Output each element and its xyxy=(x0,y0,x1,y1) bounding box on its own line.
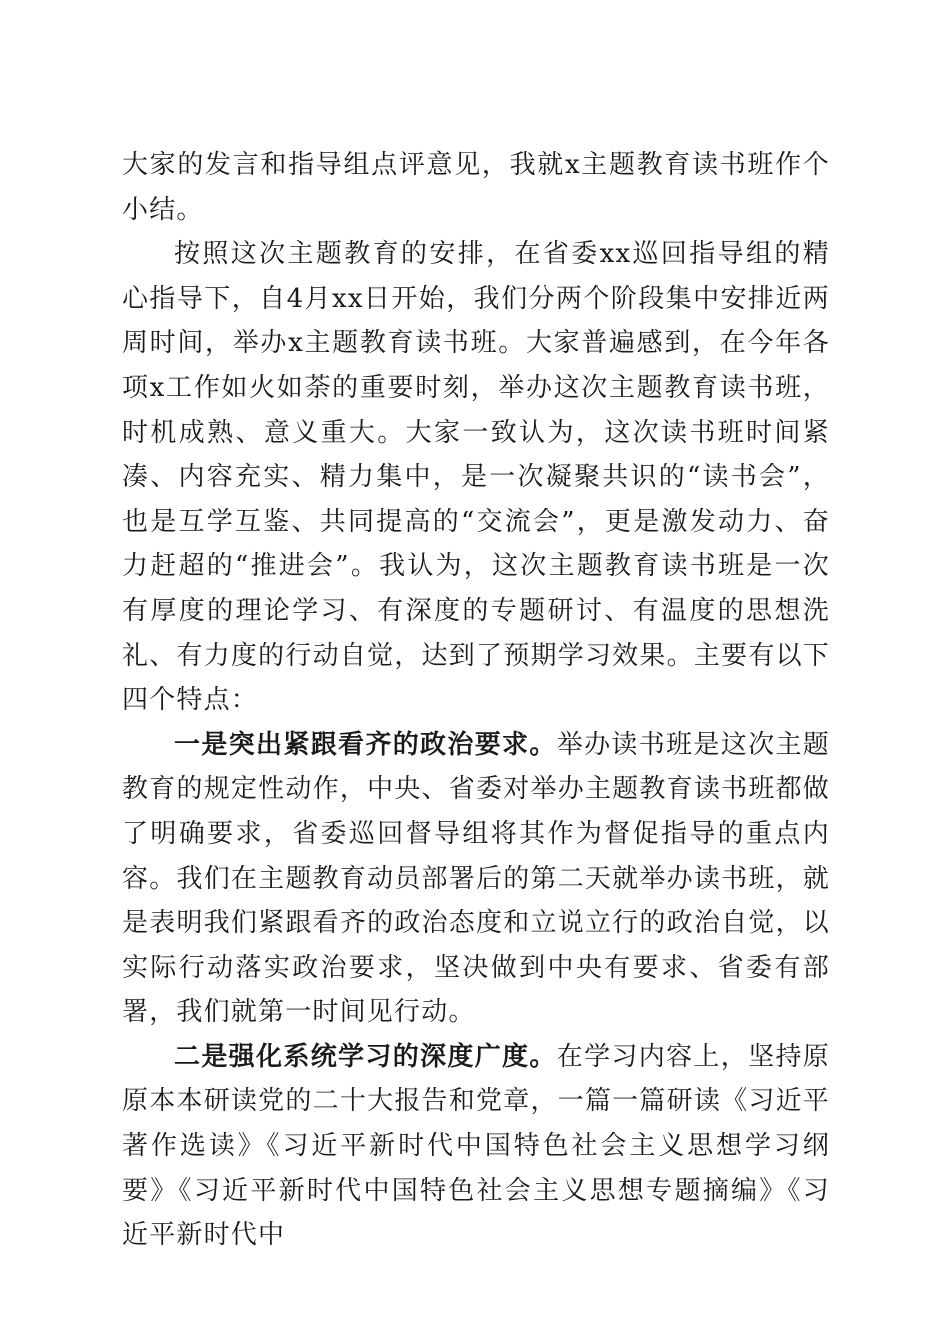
paragraph-point-one xyxy=(122,723,830,1035)
document-body xyxy=(122,143,830,1258)
paragraph-heading: 一是突出紧跟看齐的政治要求。 xyxy=(174,729,557,760)
paragraph-point-two xyxy=(122,1035,830,1258)
paragraph-heading: 二是强化系统学习的深度广度。 xyxy=(174,1041,557,1072)
paragraph-text: 举办读书班是这次主题教育的规定性动作，中央、省委对举办主题教育读书班都做了明确要求，省委巡回督导组将其作为督促指导的重点内容。我们在主题教育动员部署后的第二天就举办读书班，就是表明我们紧跟看齐的政治态度和立说立行的政治自觉，以实际行动落实政治要求，坚决做到中央有要求、省委有部署，我们就第一时间见行动。 xyxy=(122,729,830,1028)
paragraph-continuation xyxy=(122,143,830,232)
paragraph-overview xyxy=(122,232,830,723)
paragraph-text: 大家的发言和指导组点评意见，我就x主题教育读书班作个小结。 xyxy=(122,150,830,225)
paragraph-text: 在学习内容上，坚持原原本本研读党的二十大报告和党章，一篇一篇研读《习近平著作选读》《习近平新时代中国特色社会主义思想学习纲要》《习近平新时代中国特色社会主义思想专题摘编》《习近平新时代中 xyxy=(122,1041,830,1251)
paragraph-text: 按照这次主题教育的安排，在省委xx巡回指导组的精心指导下，自4月xx日开始，我们分两个阶段集中安排近两周时间，举办x主题教育读书班。大家普遍感到，在今年各项x工作如火如荼的重要时刻，举办这次主题教育读书班，时机成熟、意义重大。大家一致认为，这次读书班时间紧凑、内容充实、精力集中，是一次凝聚共识的“读书会”，也是互学互鉴、共同提高的“交流会”，更是激发动力、奋力赶超的“推进会”。我认为，这次主题教育读书班是一次有厚度的理论学习、有深度的专题研讨、有温度的思想洗礼、有力度的行动自觉，达到了预期学习效果。主要有以下四个特点： xyxy=(122,239,830,716)
